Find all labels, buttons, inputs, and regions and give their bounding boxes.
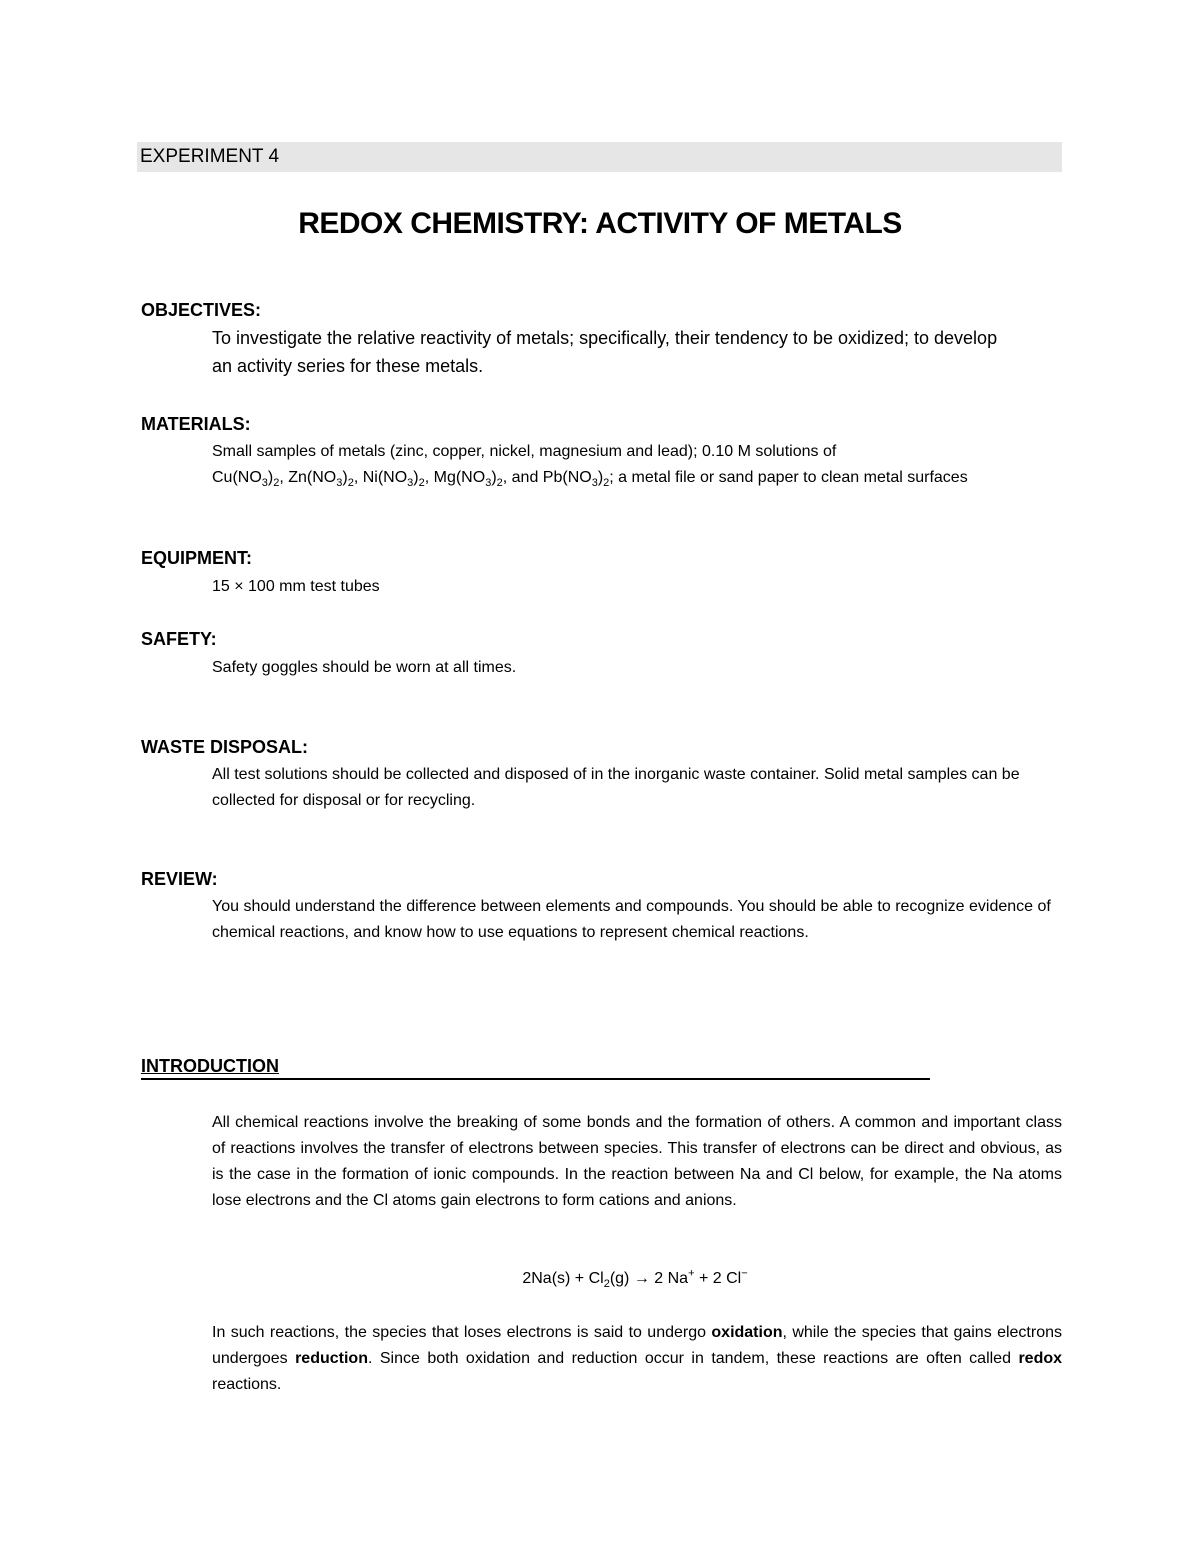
ni-nitrate: Ni(NO	[362, 469, 408, 486]
materials-heading: MATERIALS:	[141, 414, 251, 434]
review-heading: REVIEW:	[141, 869, 218, 889]
zn-nitrate: Zn(NO	[288, 469, 337, 486]
waste-disposal-text: All test solutions should be collected and disposed of in the inorganic waste container. Solid metal samples can be collected for disposal or for recycling.	[212, 766, 1020, 809]
introduction-heading: INTRODUCTION	[141, 1055, 930, 1080]
objectives-text: To investigate the relative reactivity of metals; specifically, their tendency to be oxidized; to develop an activity series for these metals.	[212, 328, 998, 376]
term-redox: redox	[1018, 1350, 1063, 1367]
experiment-banner	[137, 142, 1062, 172]
term-reduction: reduction	[295, 1350, 368, 1367]
materials-text	[212, 439, 1062, 491]
review-text: You should understand the difference between elements and compounds. You should be able to recognize evidence of chemical reactions, and know how to use equations to represent chemical reactions.	[212, 898, 1051, 941]
waste-disposal-heading: WASTE DISPOSAL:	[141, 737, 309, 757]
introduction-paragraph-2: In such reactions, the species that loses electrons is said to undergo oxidation, while the species that gains electrons undergoes reduction. Since both oxidation and reduction occur in tandem, these reactions are often called redox reactions.	[212, 1324, 1063, 1393]
term-oxidation: oxidation	[711, 1324, 783, 1341]
experiment-label: EXPERIMENT 4	[140, 146, 280, 167]
safety-heading: SAFETY:	[141, 629, 217, 649]
cu-nitrate: Cu(NO	[212, 469, 262, 486]
mg-nitrate: Mg(NO	[433, 469, 486, 486]
objectives-heading: OBJECTIVES:	[141, 300, 262, 320]
safety-text: Safety goggles should be worn at all times.	[212, 659, 517, 676]
page-title: REDOX CHEMISTRY: ACTIVITY OF METALS	[298, 207, 902, 240]
materials-line-1: Small samples of metals (zinc, copper, nickel, magnesium and lead); 0.10 M solutions of	[212, 443, 837, 460]
introduction-paragraph-1: All chemical reactions involve the breaking of some bonds and the formation of others. A common and important class of reactions involves the transfer of electrons between species. This transfer of electrons can be direct and obvious, as is the case in the formation of ionic compounds. In the reaction between Na and Cl below, for example, the Na atoms lose electrons and the Cl atoms gain electrons to form cations and anions.	[212, 1114, 1062, 1209]
equipment-text: 15 × 100 mm test tubes	[212, 578, 380, 595]
chemical-equation: $2Na(s) + Cl_2(g) \to 2$ Na+ + 2 Cl−	[522, 1267, 748, 1291]
materials-line-2: $Cu(NO_3)_2$, $Zn(NO_3)_2$, $Ni(NO_3)_2$, $Mg(NO_3)_2$, and $Pb(NO_3)_2$; a metal file or sand paper to clean metal surfaces	[212, 469, 968, 490]
equipment-heading: EQUIPMENT:	[141, 548, 253, 568]
pb-nitrate: Pb(NO	[542, 469, 592, 486]
